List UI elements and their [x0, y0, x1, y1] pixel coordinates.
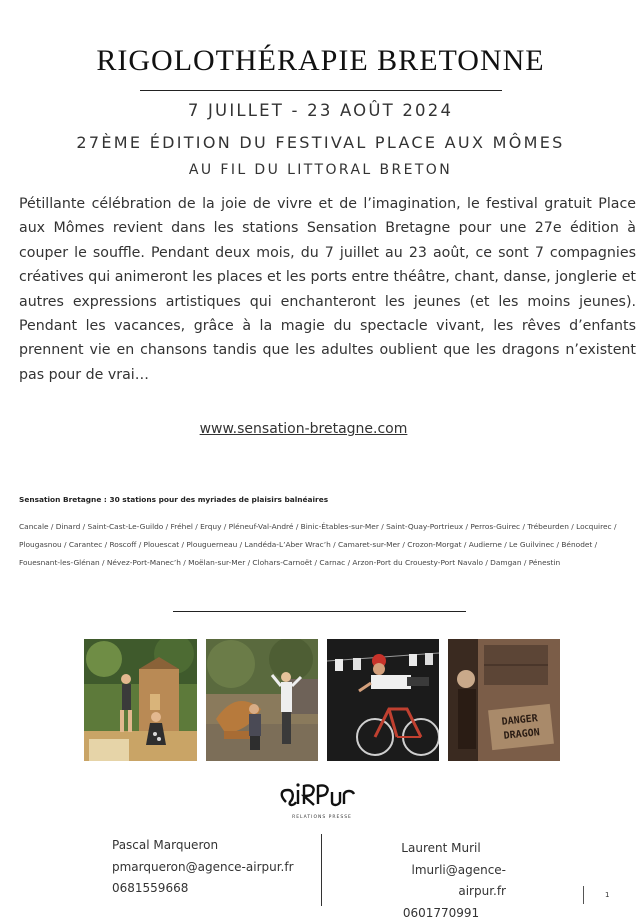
festival-dates: 7 JUILLET - 23 AOÛT 2024	[0, 101, 641, 120]
dragon-sign-line1: DANGER	[501, 713, 539, 728]
contact-phone[interactable]: 0681559668	[112, 878, 294, 900]
contact-email[interactable]: lmurli@agence-airpur.fr	[376, 860, 506, 903]
photo-stage-performers	[84, 639, 197, 761]
page-title: RIGOLOTHÉRAPIE BRETONNE	[0, 44, 641, 78]
page-number: 1	[605, 891, 609, 899]
festival-subtitle: AU FIL DU LITTORAL BRETON	[0, 162, 641, 178]
contact-card-right	[376, 838, 506, 924]
photo-dragon-icon	[448, 639, 560, 761]
contact-card-left	[112, 835, 294, 900]
photo-street-troupe	[206, 639, 318, 761]
contact-phone[interactable]: 0601770991	[376, 903, 506, 924]
dragon-sign-line2: DRAGON	[503, 727, 540, 742]
photo-bicycle-icon	[327, 639, 439, 761]
website-link[interactable]: www.sensation-bretagne.com	[0, 421, 607, 437]
photo-bicycle-act	[327, 639, 439, 761]
page-number-bar	[583, 886, 584, 904]
contact-divider	[321, 834, 322, 906]
intro-paragraph: Pétillante célébration de la joie de vivre et de l’imagination, le festival gratuit Place aux Mômes revient dans les stations Sensation Bretagne pour une 27e édition à couper le souffle. Pendant deux mois, du 7 juillet au 23 août, ce sont 7 compagnies créatives qui animeront les places et les ports entre théâtre, chant, danse, jonglerie et autres expressions artistiques qui enchanteront les jeunes (et les moins jeunes). Pendant les vacances, grâce à la magie du spectacle vivant, les rêves d’enfants prennent vie en chansons tandis que les adultes oublient que les dragons n’existent pas pour de vrai…	[19, 192, 636, 387]
logo-tagline: RELATIONS PRESSE	[292, 814, 352, 820]
title-divider	[140, 90, 502, 91]
stations-list: Cancale / Dinard / Saint-Cast-Le-Guildo / Fréhel / Erquy / Pléneuf-Val-André / Binic-Étables-sur-Mer / Saint-Quay-Portrieux / Perros-Guirec / Trébeurden / Locquirec / Plougasnou / Carantec / Roscoff / Plouescat / Plouguerneau / Landéda-L’Aber Wrac’h / Camaret-sur-Mer / Crozon-Morgat / Audierne / Le Guilvinec / Bénodet / Fouesnant-les-Glénan / Névez-Port-Manec’h / Moëlan-sur-Mer / Clohars-Carnoët / Carnac / Arzon-Port du Crouesty-Port Navalo / Damgan / Pénestin	[19, 518, 631, 573]
stations-heading: Sensation Bretagne : 30 stations pour des myriades de plaisirs balnéaires	[19, 495, 328, 504]
festival-edition: 27ÈME ÉDITION DU FESTIVAL PLACE AUX MÔMES	[0, 133, 641, 152]
section-divider	[173, 611, 466, 612]
photo-troupe-icon	[206, 639, 318, 761]
contact-email[interactable]: pmarqueron@agence-airpur.fr	[112, 857, 294, 879]
contact-name: Laurent Muril	[376, 838, 506, 860]
airpur-logo-icon	[276, 776, 368, 822]
airpur-logo	[276, 776, 368, 822]
contact-name: Pascal Marqueron	[112, 835, 294, 857]
photo-stage-icon	[84, 639, 197, 761]
photo-danger-dragon	[448, 639, 560, 761]
